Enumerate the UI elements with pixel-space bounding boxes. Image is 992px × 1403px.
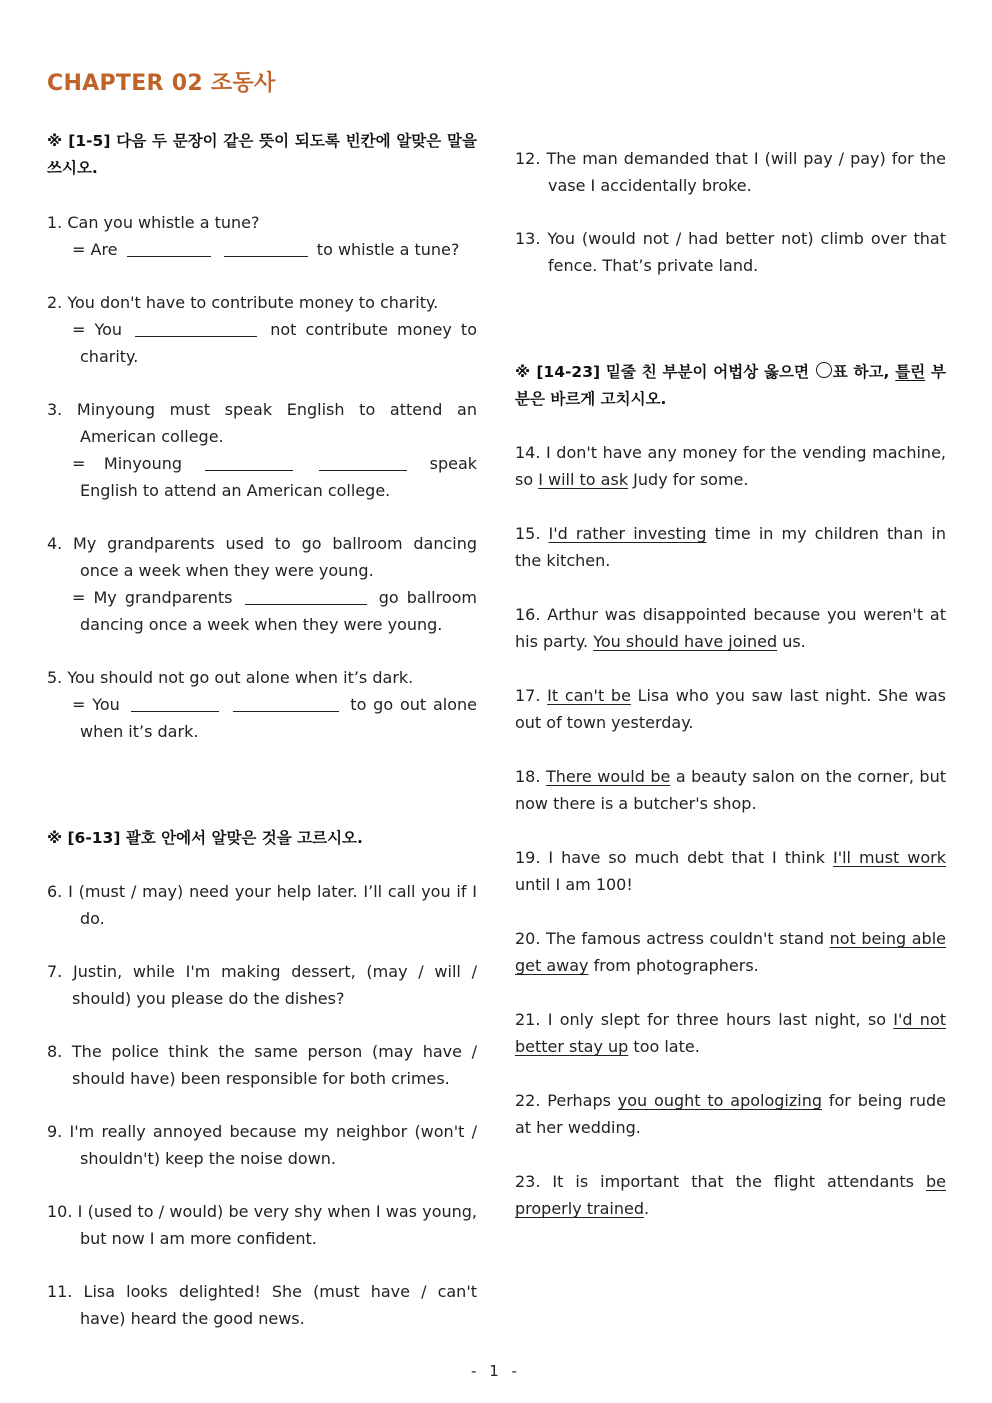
answer-blank[interactable]	[233, 695, 339, 712]
question-8: 8. The police think the same person (may have / should have) been responsible for both crimes.	[47, 1042, 477, 1088]
section-heading-part: 부분은 바르게 고치시오.	[515, 363, 946, 408]
section-heading-part: ※ [14-23] 밑줄 친 부분이 어법상 옳으면	[515, 363, 815, 381]
underlined-phrase: not being able get away	[515, 929, 946, 975]
q-text: 18.	[515, 767, 546, 786]
q-text: 14. I don't have any money for the vending machine, so	[515, 443, 946, 489]
q-text: .	[644, 1199, 650, 1218]
section-heading-14-23	[515, 359, 946, 413]
question-6: 6. I (must / may) need your help later. I’ll call you if I do.	[47, 882, 477, 928]
question-7: 7. Justin, while I'm making dessert, (may / will / should) you please do the dishes?	[47, 962, 477, 1008]
q-text: from photographers.	[588, 956, 759, 975]
page-number: - 1 -	[471, 1362, 521, 1380]
q-text: 16. Arthur was disappointed because you weren't at his party.	[515, 605, 946, 651]
question-5-rewrite	[47, 691, 477, 745]
question-1-rewrite-prefix: = Are	[72, 240, 118, 259]
q-text: 15.	[515, 524, 549, 543]
answer-blank[interactable]	[135, 320, 257, 337]
question-3-rewrite-prefix: = Minyoung	[72, 454, 183, 473]
q-text: too late.	[628, 1037, 700, 1056]
question-3-rewrite	[47, 450, 477, 504]
q-text: until I am 100!	[515, 875, 633, 894]
underlined-phrase: You should have joined	[593, 632, 778, 651]
underlined-phrase: There would be	[545, 767, 671, 786]
question-12: 12. The man demanded that I (will pay / pay) for the vase I accidentally broke.	[515, 149, 946, 195]
question-2-rewrite	[47, 316, 477, 370]
question-4-text: 4. My grandparents used to go ballroom dancing once a week when they were young.	[47, 534, 477, 580]
question-22	[515, 1087, 946, 1141]
q-text: 22. Perhaps	[515, 1091, 618, 1110]
circle-icon	[816, 362, 832, 378]
question-14	[515, 439, 946, 493]
q-text: 19. I have so much debt that I think	[515, 848, 833, 867]
q-text: time in my children than in the kitchen.	[515, 524, 946, 570]
q-text: for being rude at her wedding.	[515, 1091, 947, 1137]
underlined-phrase: I will to ask	[538, 470, 629, 489]
question-3-rewrite-suffix: speak English to attend an American college.	[80, 454, 478, 500]
underlined-phrase: It can't be	[547, 686, 631, 705]
underlined-phrase: I'll must work	[832, 848, 947, 867]
section-heading-1-5: ※ [1-5] 다음 두 문장이 같은 뜻이 되도록 빈칸에 알맞은 말을 쓰시오.	[47, 132, 477, 177]
chapter-title: CHAPTER 02 조동사	[47, 71, 276, 96]
question-5-rewrite-suffix: to go out alone when it’s dark.	[80, 695, 477, 741]
question-13: 13. You (would not / had better not) climb over that fence. That’s private land.	[515, 229, 946, 275]
answer-blank[interactable]	[245, 588, 367, 605]
q-text: 17.	[515, 686, 548, 705]
question-4-rewrite	[47, 584, 477, 638]
question-3	[47, 396, 477, 504]
question-2	[47, 289, 477, 370]
section-heading-6-13: ※ [6-13] 괄호 안에서 알맞은 것을 고르시오.	[47, 829, 363, 847]
section-heading-underlined: 틀린	[895, 363, 926, 381]
answer-blank[interactable]	[205, 454, 293, 471]
answer-blank[interactable]	[319, 454, 407, 471]
q-text: a beauty salon on the corner, but now there is a butcher's shop.	[515, 767, 946, 813]
question-4-rewrite-suffix: go ballroom dancing once a week when they were young.	[80, 588, 478, 634]
question-21	[515, 1006, 946, 1060]
underlined-phrase: you ought to apologizing	[617, 1091, 823, 1110]
question-2-text: 2. You don't have to contribute money to charity.	[47, 293, 439, 312]
question-18	[515, 763, 946, 817]
q-text: 23. It is important that the flight attendants	[515, 1172, 926, 1191]
q-text: Lisa who you saw last night. She was out of town yesterday.	[515, 686, 947, 732]
question-1-rewrite-suffix: to whistle a tune?	[316, 240, 460, 259]
question-5	[47, 664, 477, 745]
q-text: us.	[777, 632, 806, 651]
underlined-phrase: I'd not better stay up	[515, 1010, 947, 1056]
question-4	[47, 530, 477, 638]
question-10: 10. I (used to / would) be very shy when I was young, but now I am more confident.	[47, 1202, 477, 1248]
question-4-rewrite-prefix: = My grandparents	[72, 588, 233, 607]
answer-blank[interactable]	[224, 240, 308, 257]
question-16	[515, 601, 946, 655]
question-2-rewrite-suffix: not contribute money to charity.	[80, 320, 477, 366]
question-1	[47, 209, 477, 263]
left-column	[47, 128, 477, 1332]
question-3-text: 3. Minyoung must speak English to attend an American college.	[47, 400, 477, 446]
question-19	[515, 844, 946, 898]
question-2-rewrite-prefix: = You	[72, 320, 123, 339]
answer-blank[interactable]	[127, 240, 211, 257]
question-5-rewrite-prefix: = You	[72, 695, 120, 714]
question-23	[515, 1168, 946, 1222]
question-11: 11. Lisa looks delighted! She (must have / can't have) heard the good news.	[47, 1282, 477, 1328]
underlined-phrase: I'd rather investing	[548, 524, 707, 543]
section-heading-part: 표 하고,	[832, 363, 896, 381]
question-15	[515, 520, 946, 574]
question-1-rewrite	[47, 236, 477, 263]
question-20	[515, 925, 946, 979]
underlined-phrase: be properly trained	[515, 1172, 946, 1218]
question-17	[515, 682, 946, 736]
question-1-text: 1. Can you whistle a tune?	[47, 213, 260, 232]
q-text: Judy for some.	[628, 470, 749, 489]
q-text: 21. I only slept for three hours last night, so	[515, 1010, 894, 1029]
question-9: 9. I'm really annoyed because my neighbor (won't / shouldn't) keep the noise down.	[47, 1122, 477, 1168]
question-5-text: 5. You should not go out alone when it’s dark.	[47, 668, 414, 687]
answer-blank[interactable]	[131, 695, 219, 712]
right-column	[515, 145, 946, 1222]
q-text: 20. The famous actress couldn't stand	[515, 929, 830, 948]
